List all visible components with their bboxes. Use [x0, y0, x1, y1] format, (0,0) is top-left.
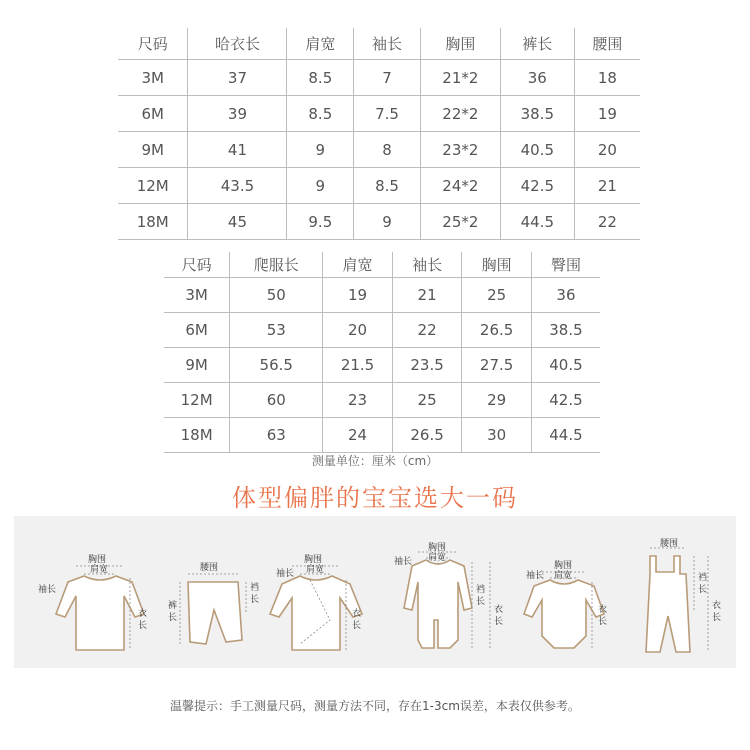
table-cell: 38.5	[531, 313, 600, 348]
label-length-5a: 衣	[712, 601, 722, 611]
label-crotch-5a: 裆	[698, 573, 708, 583]
table-row	[118, 204, 640, 240]
table-cell: 24*2	[420, 168, 500, 204]
table-cell: 9M	[185, 356, 208, 374]
label-length-2b: 长	[352, 621, 362, 631]
table-cell: 53	[230, 313, 323, 348]
table-cell: 22*2	[420, 96, 500, 132]
table-row	[118, 96, 640, 132]
table-cell: 56.5	[230, 348, 323, 383]
headline: 体型偏胖的宝宝选大一码	[232, 484, 518, 512]
table-cell: 18	[574, 60, 640, 96]
measurement-diagram-panel	[14, 516, 736, 668]
table-row	[118, 168, 640, 204]
label-length-3a: 衣	[494, 605, 504, 615]
table-header-row	[164, 252, 600, 278]
table-cell: 19	[323, 278, 393, 313]
table-header-cell: 胸围	[462, 252, 532, 278]
label-crotch-3a: 裆	[476, 585, 486, 595]
table-cell: 21.5	[323, 348, 393, 383]
table-cell: 9	[354, 204, 421, 240]
garment-kimono	[270, 554, 362, 650]
table-cell: 9.5	[287, 204, 354, 240]
table-header-cell: 袖长	[354, 28, 421, 60]
table-cell: 12M	[136, 176, 169, 195]
label-sleeve-2: 袖长	[276, 569, 295, 579]
label-length-4a: 衣	[598, 605, 608, 615]
table-cell: 20	[574, 132, 640, 168]
label-shoulder: 肩宽	[90, 565, 109, 575]
garment-bodysuit	[524, 560, 607, 648]
table-header-cell: 尺码	[181, 256, 212, 274]
garment-pants	[168, 562, 259, 644]
label-waist: 腰围	[200, 563, 219, 573]
measurement-tip: 温馨提示：手工测量尺码，测量方法不同，存在1-3cm误差，本表仅供参考。	[170, 699, 580, 713]
table-cell: 3M	[141, 68, 164, 87]
table-cell: 43.5	[188, 168, 287, 204]
label-chest-3: 胸围	[428, 543, 447, 553]
measurement-diagram	[14, 516, 736, 668]
table-header-cell: 胸围	[420, 28, 500, 60]
label-length-1a: 衣	[138, 609, 148, 619]
table-cell: 40.5	[500, 132, 574, 168]
table-cell: 9M	[141, 140, 164, 159]
table-cell: 23.5	[392, 348, 462, 383]
table-cell: 40.5	[531, 348, 600, 383]
size-table-2	[164, 252, 600, 453]
table-cell: 21	[392, 278, 462, 313]
table-cell: 18M	[180, 426, 213, 444]
table-header-cell: 爬服长	[230, 252, 323, 278]
table-cell: 21*2	[420, 60, 500, 96]
table-cell: 38.5	[500, 96, 574, 132]
table-cell: 42.5	[531, 383, 600, 418]
table-cell: 3M	[185, 286, 208, 304]
table-cell: 24	[323, 418, 393, 453]
table-cell: 25	[462, 278, 532, 313]
table-cell: 26.5	[392, 418, 462, 453]
table-row	[164, 383, 600, 418]
table-cell: 9	[287, 168, 354, 204]
label-sleeve: 袖长	[38, 585, 57, 595]
garment-top	[38, 554, 147, 650]
garment-overalls	[646, 538, 721, 652]
label-shoulder-4: 肩宽	[554, 571, 573, 581]
table-cell: 8	[354, 132, 421, 168]
table-cell: 42.5	[500, 168, 574, 204]
label-chest-2: 胸围	[304, 555, 323, 565]
table-header-cell: 尺码	[137, 35, 168, 53]
table-row	[164, 313, 600, 348]
label-crotch-5b: 长	[698, 585, 708, 595]
label-pants-1b: 长	[168, 613, 178, 623]
table-cell: 8.5	[287, 60, 354, 96]
table-header-row	[118, 28, 640, 60]
label-crotch-1b: 长	[250, 595, 260, 605]
table-cell: 6M	[185, 321, 208, 339]
label-length-3b: 长	[494, 617, 504, 627]
label-sleeve-3: 袖长	[394, 557, 413, 567]
size-table-1	[118, 28, 640, 240]
label-shoulder-2: 肩宽	[306, 565, 325, 575]
label-sleeve-4: 袖长	[526, 571, 545, 581]
label-length-2a: 衣	[352, 609, 362, 619]
table-header-cell: 袖长	[392, 252, 462, 278]
table-cell: 41	[188, 132, 287, 168]
table-cell: 6M	[141, 104, 164, 123]
label-crotch-3b: 长	[476, 597, 486, 607]
table-cell: 37	[188, 60, 287, 96]
table-header-cell: 肩宽	[323, 252, 393, 278]
table-cell: 27.5	[462, 348, 532, 383]
label-pants-1a: 裤	[168, 601, 178, 611]
label-crotch-1a: 裆	[250, 583, 260, 593]
table-row	[164, 348, 600, 383]
table-header-cell: 肩宽	[287, 28, 354, 60]
label-length-1b: 长	[138, 621, 148, 631]
table-header-cell: 哈衣长	[188, 28, 287, 60]
table-cell: 60	[230, 383, 323, 418]
table-cell: 63	[230, 418, 323, 453]
table-cell: 8.5	[287, 96, 354, 132]
table-header-cell: 腰围	[574, 28, 640, 60]
table-cell: 25	[392, 383, 462, 418]
table-cell: 36	[500, 60, 574, 96]
table-row	[118, 132, 640, 168]
table-cell: 26.5	[462, 313, 532, 348]
table-cell: 22	[392, 313, 462, 348]
table-cell: 23	[323, 383, 393, 418]
table-header-cell: 裤长	[500, 28, 574, 60]
label-chest-4: 胸围	[554, 561, 573, 571]
table-cell: 21	[574, 168, 640, 204]
table-cell: 7	[354, 60, 421, 96]
label-chest: 胸围	[88, 555, 107, 565]
table-cell: 44.5	[500, 204, 574, 240]
table-row	[118, 60, 640, 96]
table-cell: 45	[188, 204, 287, 240]
label-shoulder-3: 肩宽	[428, 553, 447, 563]
table-header-cell: 臀围	[531, 252, 600, 278]
table-cell: 29	[462, 383, 532, 418]
table-cell: 50	[230, 278, 323, 313]
table-cell: 7.5	[354, 96, 421, 132]
table-cell: 22	[574, 204, 640, 240]
table-row	[164, 418, 600, 453]
table-cell: 25*2	[420, 204, 500, 240]
table-cell: 9	[287, 132, 354, 168]
table-cell: 30	[462, 418, 532, 453]
table-cell: 36	[531, 278, 600, 313]
table-row	[164, 278, 600, 313]
label-waist-5: 腰围	[660, 539, 679, 549]
table-cell: 8.5	[354, 168, 421, 204]
unit-note: 测量单位：厘米（cm）	[311, 454, 439, 468]
table-cell: 23*2	[420, 132, 500, 168]
label-length-4b: 长	[598, 617, 608, 627]
label-length-5b: 长	[712, 613, 722, 623]
table-cell: 19	[574, 96, 640, 132]
table-cell: 20	[323, 313, 393, 348]
table-cell: 18M	[136, 212, 169, 231]
table-cell: 39	[188, 96, 287, 132]
table-cell: 44.5	[531, 418, 600, 453]
garment-romper	[394, 542, 503, 648]
table-cell: 12M	[180, 391, 213, 409]
